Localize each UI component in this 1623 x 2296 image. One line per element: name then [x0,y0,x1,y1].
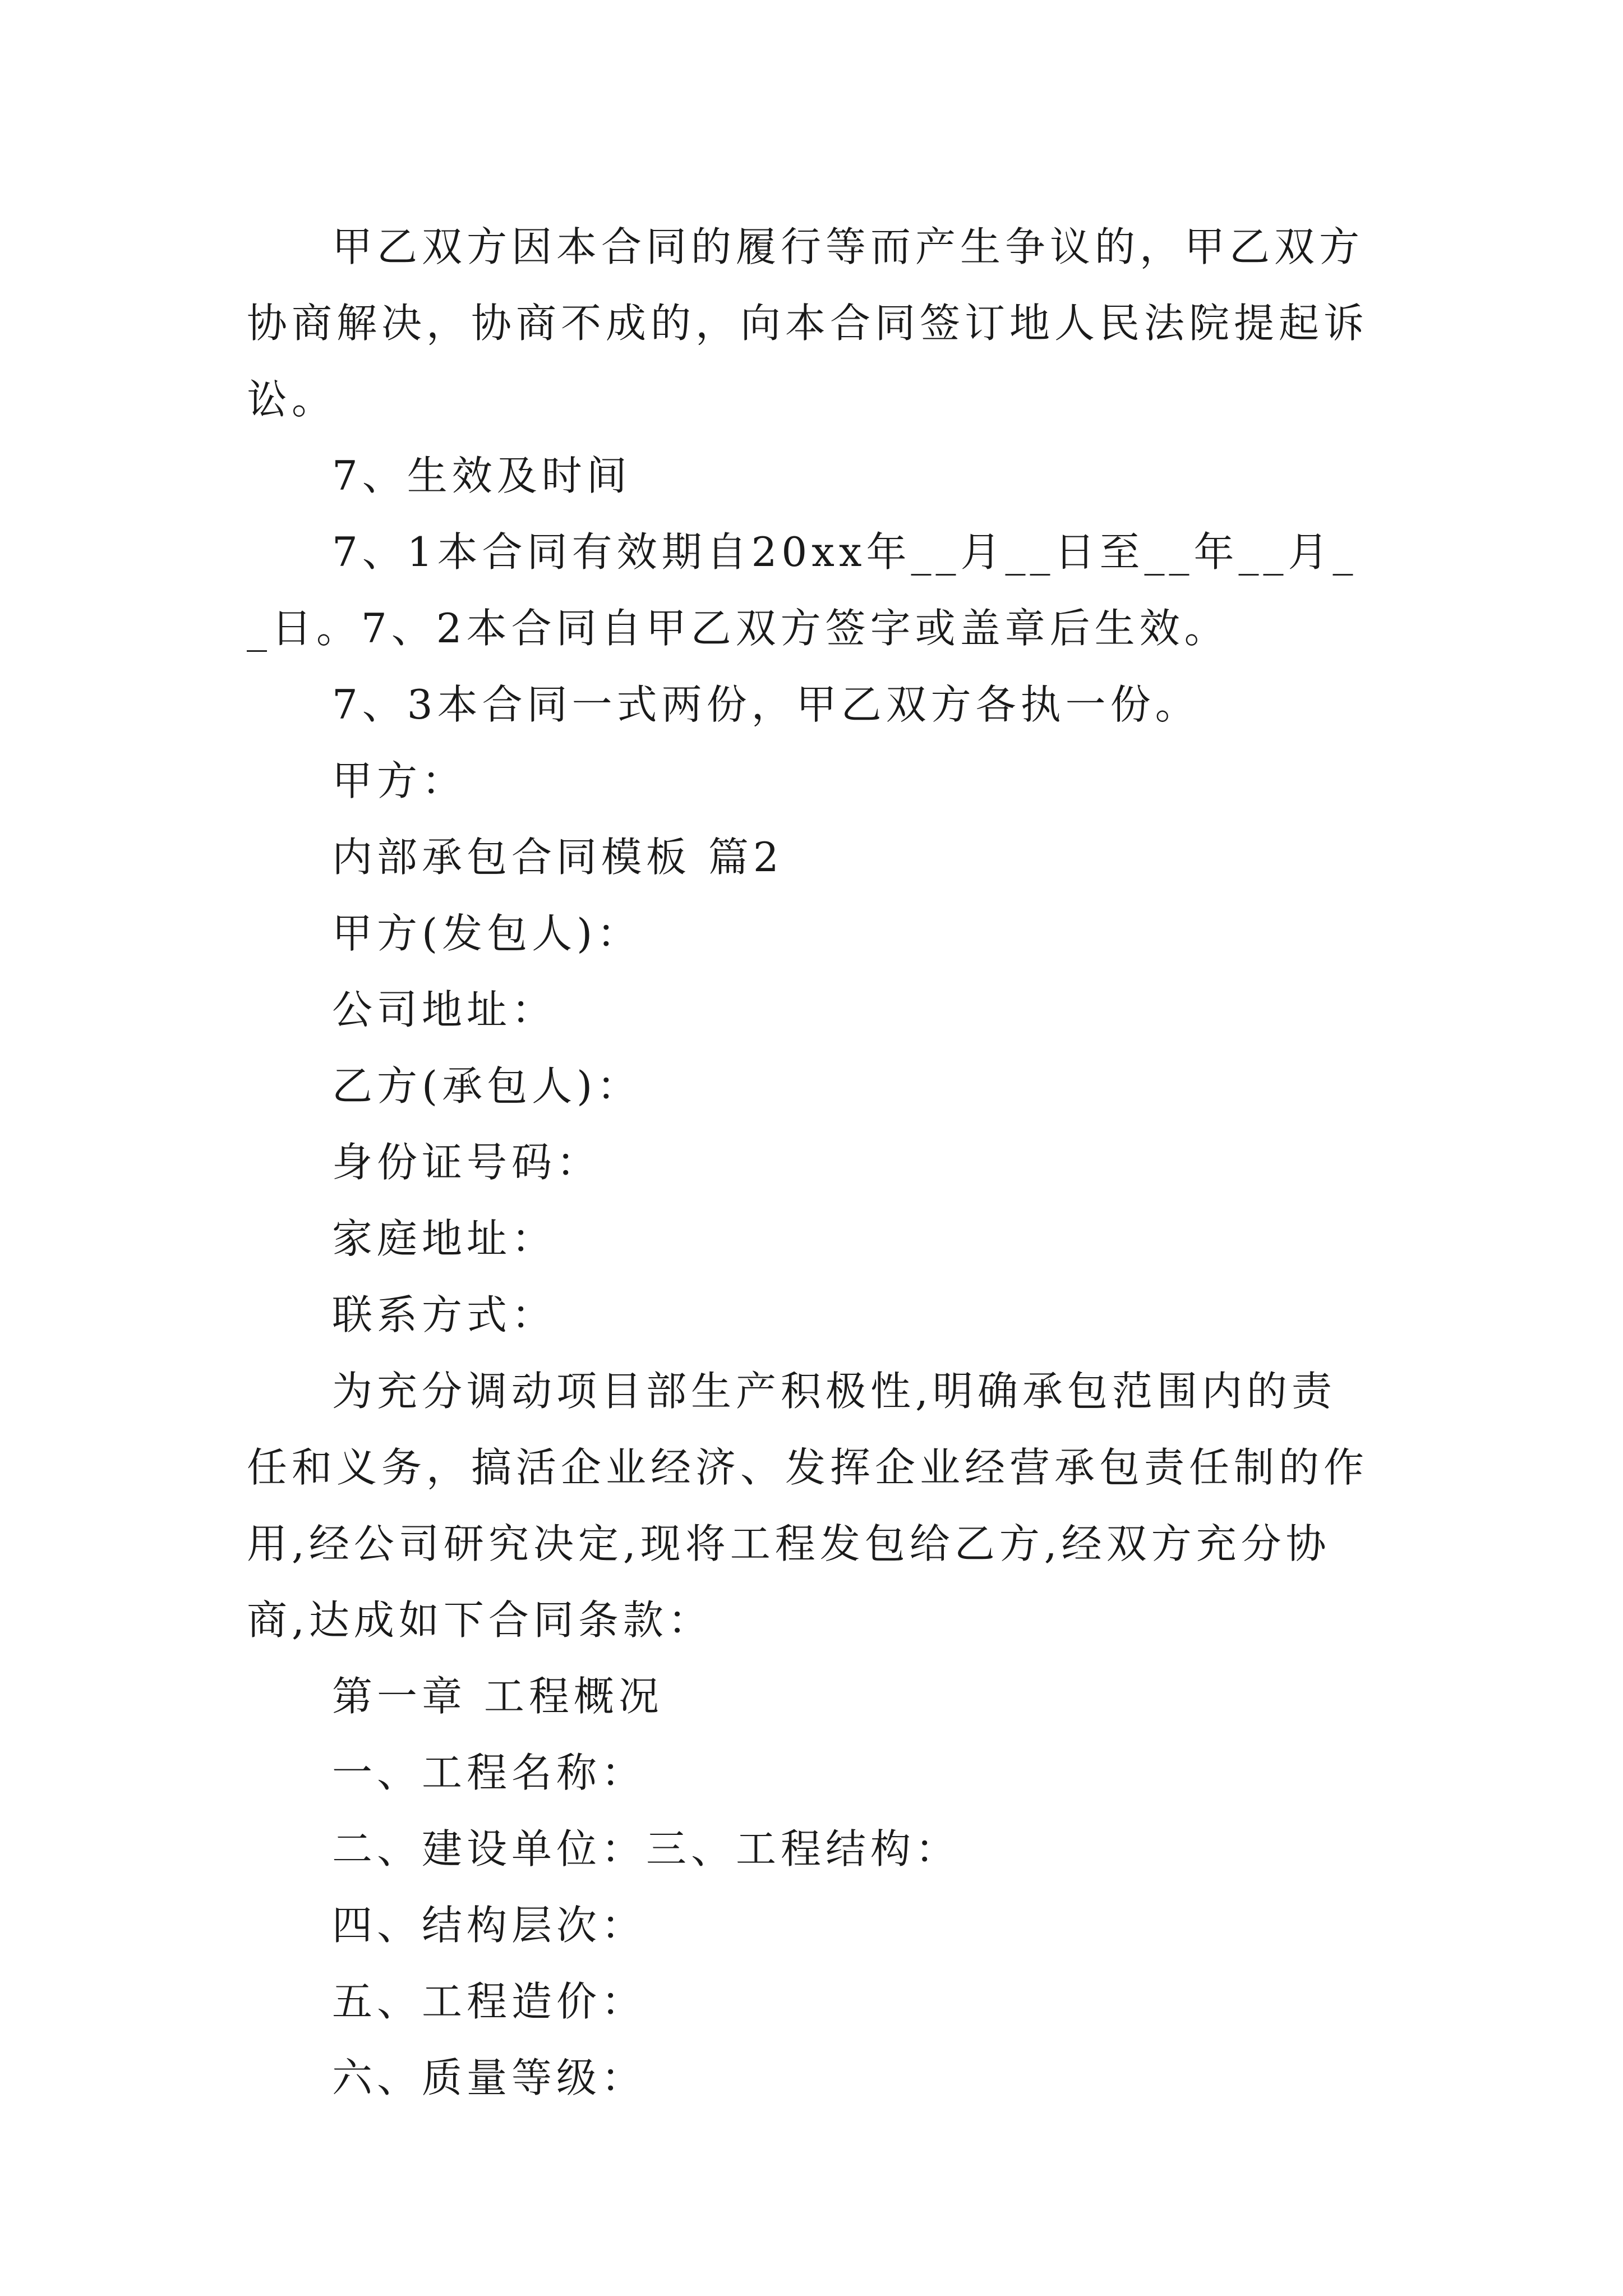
party-b-contractor-label: 乙方(承包人)： [332,1062,642,1110]
home-address-label: 家庭地址： [332,1215,557,1262]
paragraph-dispute-resolution: 甲乙双方因本合同的履行等而产生争议的，甲乙双方协商解决，协商不成的，向本合同签订地人民法院提起诉讼。 [247,223,1369,423]
template-title: 内部承包合同模板 篇2 [332,834,783,881]
party-a-employer-label: 甲方(发包人)： [332,910,642,957]
paragraph-validity-period: 7、1本合同有效期自20xx年__月__日至__年__月__日。7、2本合同自甲乙双方签字或盖章后生效。 [247,528,1358,652]
paragraph-preamble: 为充分调动项目部生产积极性,明确承包范围内的责任和义务，搞活企业经济、发挥企业经营承包责任制的作用,经公司研究决定,现将工程发包给乙方,经双方充分协商,达成如下合同条款： [247,1368,1369,1644]
party-a-signature-label: 甲方： [332,757,467,804]
contact-label: 联系方式： [332,1291,557,1338]
item-builder-structure: 二、建设单位：三、工程结构： [332,1825,961,1872]
document-body [247,209,1380,2116]
company-address-label: 公司地址： [332,986,557,1033]
chapter-heading-project-overview: 第一章 工程概况 [332,1673,663,1720]
paragraph-copies: 7、3本合同一式两份，甲乙双方各执一份。 [332,681,1200,728]
item-project-name: 一、工程名称： [332,1749,647,1796]
item-quality-grade: 六、质量等级： [332,2054,647,2101]
section-heading-effect-time: 7、生效及时间 [332,452,631,499]
id-number-label: 身份证号码： [332,1139,602,1186]
item-structure-levels: 四、结构层次： [332,1902,647,1949]
item-project-cost: 五、工程造价： [332,1978,647,2025]
